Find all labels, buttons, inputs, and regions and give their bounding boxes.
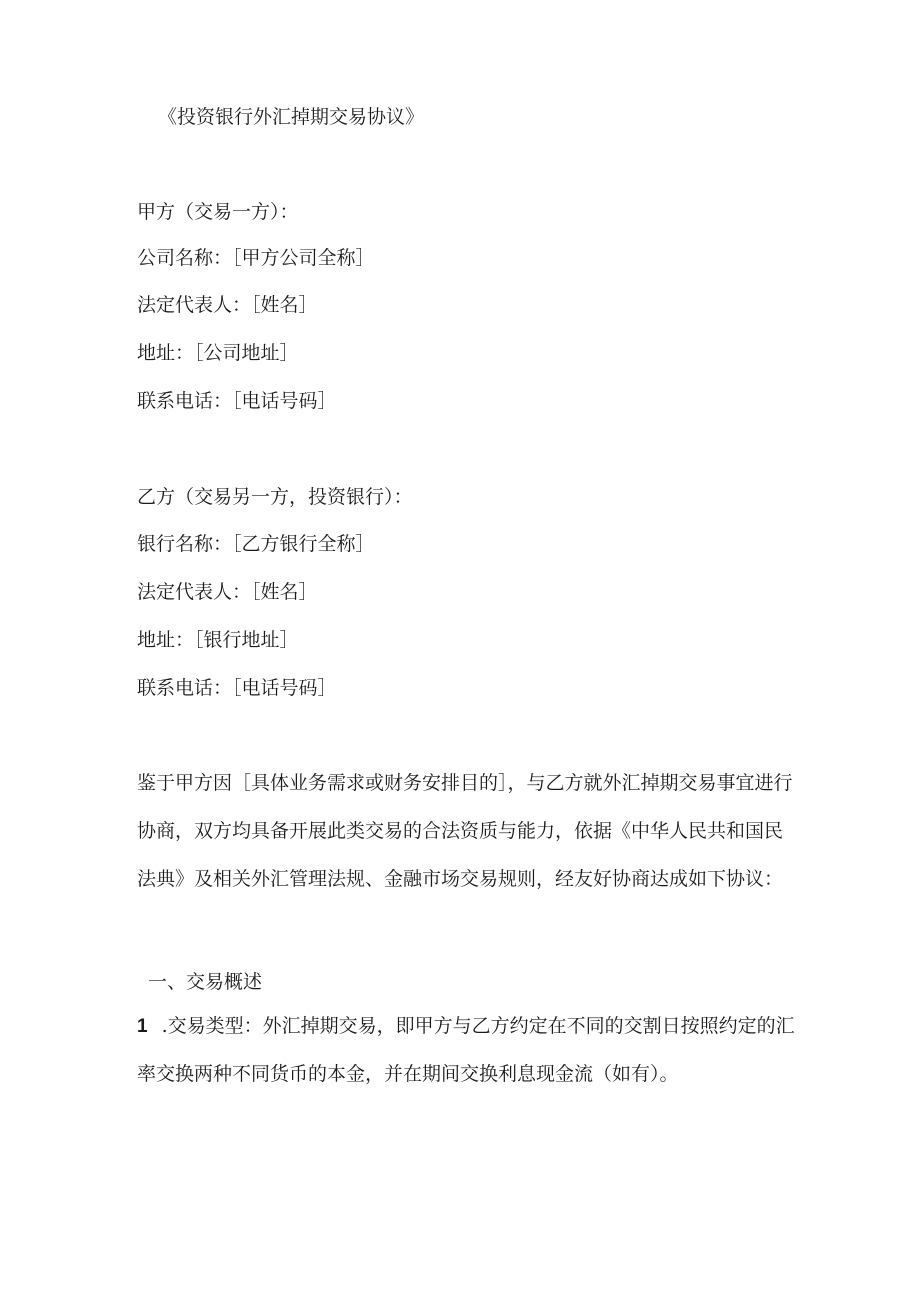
preamble-line-3: 法典》及相关外汇管理法规、金融市场交易规则，经友好协商达成如下协议： <box>137 868 784 890</box>
section-1-item-1-line-1 <box>137 1015 795 1037</box>
party-b-bank-name: 银行名称：［乙方银行全称］ <box>137 533 375 555</box>
document-title: 《投资银行外汇掉期交易协议》 <box>158 106 425 128</box>
item-number: 1 <box>137 1016 148 1037</box>
preamble-line-1: 鉴于甲方因［具体业务需求或财务安排目的］，与乙方就外汇掉期交易事宜进行 <box>137 772 793 794</box>
party-b-legal-rep: 法定代表人：［姓名］ <box>137 581 318 603</box>
party-a-heading: 甲方（交易一方）： <box>137 201 299 223</box>
section-1-item-1-line-2: 率交换两种不同货币的本金，并在期间交换利息现金流（如有）。 <box>137 1063 679 1085</box>
preamble-line-2: 协商，双方均具备开展此类交易的合法资质与能力，依据《中华人民共和国民 <box>137 820 784 842</box>
party-b-address: 地址：［银行地址］ <box>137 629 299 651</box>
party-a-phone: 联系电话：［电话号码］ <box>137 390 337 412</box>
party-b-heading: 乙方（交易另一方，投资银行）： <box>137 486 413 508</box>
party-b-phone: 联系电话：［电话号码］ <box>137 677 337 699</box>
item-1-text: .交易类型：外汇掉期交易，即甲方与乙方约定在不同的交割日按照约定的汇 <box>161 1015 795 1037</box>
party-a-company-name: 公司名称：［甲方公司全称］ <box>137 247 375 269</box>
party-a-address: 地址：［公司地址］ <box>137 342 299 364</box>
section-1-heading: 一、交易概述 <box>148 971 263 993</box>
party-a-legal-rep: 法定代表人：［姓名］ <box>137 294 318 316</box>
